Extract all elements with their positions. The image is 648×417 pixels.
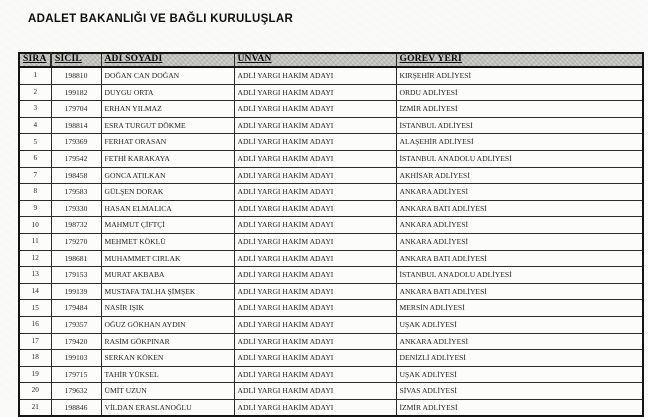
cell-sira: 4 — [19, 117, 51, 134]
cell-sicil: 198732 — [51, 217, 101, 234]
cell-gorev-yeri: İSTANBUL ADLİYESİ — [396, 117, 643, 134]
cell-gorev-yeri: MERSİN ADLİYESİ — [396, 300, 643, 317]
cell-gorev-yeri: UŞAK ADLİYESİ — [396, 366, 643, 383]
cell-adi-soyadi: OĞUZ GÖKHAN AYDIN — [101, 316, 234, 333]
cell-unvan: ADLİ YARGI HAKİM ADAYI — [234, 134, 396, 151]
cell-sira: 19 — [19, 366, 51, 383]
cell-gorev-yeri: ANKARA ADLİYESİ — [396, 184, 643, 201]
cell-sira: 16 — [19, 316, 51, 333]
cell-adi-soyadi: TAHİR YÜKSEL — [101, 366, 234, 383]
cell-sicil: 198458 — [51, 167, 101, 184]
cell-adi-soyadi: DOĞAN CAN DOĞAN — [101, 67, 234, 84]
cell-sira: 13 — [19, 267, 51, 284]
cell-gorev-yeri: ALAŞEHİR ADLİYESİ — [396, 134, 643, 151]
cell-sira: 11 — [19, 233, 51, 250]
table-row — [19, 333, 643, 350]
table-row — [19, 350, 643, 367]
cell-adi-soyadi: ERHAN YILMAZ — [101, 101, 234, 118]
cell-adi-soyadi: RASİM GÖKPINAR — [101, 333, 234, 350]
cell-gorev-yeri: ANKARA ADLİYESİ — [396, 333, 643, 350]
document-title: ADALET BAKANLIĞI VE BAĞLI KURULUŞLAR — [28, 13, 294, 25]
cell-unvan: ADLİ YARGI HAKİM ADAYI — [234, 167, 396, 184]
cell-unvan: ADLİ YARGI HAKİM ADAYI — [234, 316, 396, 333]
cell-sicil: 179330 — [51, 200, 101, 217]
col-header-unvan: UNVAN — [234, 53, 396, 67]
cell-sicil: 199103 — [51, 350, 101, 367]
cell-unvan: ADLİ YARGI HAKİM ADAYI — [234, 67, 396, 84]
col-header-adi-soyadi: ADI SOYADI — [101, 53, 234, 67]
appointments-table — [18, 52, 644, 417]
cell-adi-soyadi: VİLDAN ERASLANOĞLU — [101, 399, 234, 416]
cell-sira: 12 — [19, 250, 51, 267]
cell-sicil: 198846 — [51, 399, 101, 416]
cell-unvan: ADLİ YARGI HAKİM ADAYI — [234, 117, 396, 134]
cell-sira: 6 — [19, 150, 51, 167]
cell-adi-soyadi: SERKAN KÖKEN — [101, 350, 234, 367]
table-row — [19, 267, 643, 284]
cell-gorev-yeri: ANKARA BATI ADLİYESİ — [396, 200, 643, 217]
cell-adi-soyadi: ESRA TURGUT DÖKME — [101, 117, 234, 134]
cell-sicil: 179270 — [51, 233, 101, 250]
cell-sicil: 179369 — [51, 134, 101, 151]
cell-adi-soyadi: MEHMET KÖKLÜ — [101, 233, 234, 250]
cell-adi-soyadi: ÜMİT UZUN — [101, 383, 234, 400]
table-row — [19, 316, 643, 333]
cell-sira: 9 — [19, 200, 51, 217]
table-row — [19, 250, 643, 267]
table-row — [19, 84, 643, 101]
cell-unvan: ADLİ YARGI HAKİM ADAYI — [234, 84, 396, 101]
table-row — [19, 184, 643, 201]
cell-sicil: 179583 — [51, 184, 101, 201]
col-header-sicil: SİCİL — [51, 53, 101, 67]
table-row — [19, 134, 643, 151]
cell-unvan: ADLİ YARGI HAKİM ADAYI — [234, 150, 396, 167]
table-row — [19, 167, 643, 184]
cell-unvan: ADLİ YARGI HAKİM ADAYI — [234, 300, 396, 317]
cell-unvan: ADLİ YARGI HAKİM ADAYI — [234, 233, 396, 250]
cell-gorev-yeri: DENİZLİ ADLİYESİ — [396, 350, 643, 367]
cell-sira: 21 — [19, 399, 51, 416]
table-row — [19, 366, 643, 383]
cell-adi-soyadi: NASİR IŞIK — [101, 300, 234, 317]
table-header-row — [19, 53, 643, 67]
cell-gorev-yeri: UŞAK ADLİYESİ — [396, 316, 643, 333]
cell-gorev-yeri: ANKARA BATI ADLİYESİ — [396, 283, 643, 300]
cell-adi-soyadi: FERHAT ORASAN — [101, 134, 234, 151]
cell-unvan: ADLİ YARGI HAKİM ADAYI — [234, 250, 396, 267]
cell-unvan: ADLİ YARGI HAKİM ADAYI — [234, 101, 396, 118]
cell-unvan: ADLİ YARGI HAKİM ADAYI — [234, 283, 396, 300]
cell-sicil: 179632 — [51, 383, 101, 400]
table-row — [19, 150, 643, 167]
cell-unvan: ADLİ YARGI HAKİM ADAYI — [234, 267, 396, 284]
cell-sicil: 198810 — [51, 67, 101, 84]
cell-gorev-yeri: İZMİR ADLİYESİ — [396, 399, 643, 416]
cell-gorev-yeri: SİVAS ADLİYESİ — [396, 383, 643, 400]
cell-adi-soyadi: MURAT AKBABA — [101, 267, 234, 284]
cell-sira: 2 — [19, 84, 51, 101]
cell-sicil: 179357 — [51, 316, 101, 333]
table-row — [19, 200, 643, 217]
cell-gorev-yeri: İSTANBUL ANADOLU ADLİYESİ — [396, 267, 643, 284]
cell-gorev-yeri: ANKARA ADLİYESİ — [396, 233, 643, 250]
table-row — [19, 117, 643, 134]
cell-unvan: ADLİ YARGI HAKİM ADAYI — [234, 217, 396, 234]
cell-sicil: 198814 — [51, 117, 101, 134]
cell-gorev-yeri: ANKARA BATI ADLİYESİ — [396, 250, 643, 267]
cell-gorev-yeri: İZMİR ADLİYESİ — [396, 101, 643, 118]
table-row — [19, 300, 643, 317]
cell-sira: 8 — [19, 184, 51, 201]
cell-sira: 15 — [19, 300, 51, 317]
cell-adi-soyadi: MUSTAFA TALHA ŞİMŞEK — [101, 283, 234, 300]
cell-sira: 7 — [19, 167, 51, 184]
cell-sicil: 179715 — [51, 366, 101, 383]
cell-unvan: ADLİ YARGI HAKİM ADAYI — [234, 350, 396, 367]
cell-sira: 1 — [19, 67, 51, 84]
table-row — [19, 217, 643, 234]
cell-gorev-yeri: ORDU ADLİYESİ — [396, 84, 643, 101]
cell-sira: 3 — [19, 101, 51, 118]
table-row — [19, 67, 643, 84]
cell-adi-soyadi: MUHAMMET CIRLAK — [101, 250, 234, 267]
cell-adi-soyadi: GÜLŞEN DORAK — [101, 184, 234, 201]
cell-adi-soyadi: FETHİ KARAKAYA — [101, 150, 234, 167]
col-header-gorev-yeri: GÖREV YERİ — [396, 53, 643, 67]
table-row — [19, 283, 643, 300]
cell-adi-soyadi: MAHMUT ÇİFTÇİ — [101, 217, 234, 234]
cell-unvan: ADLİ YARGI HAKİM ADAYI — [234, 399, 396, 416]
cell-adi-soyadi: HASAN ELMALICA — [101, 200, 234, 217]
cell-sicil: 198681 — [51, 250, 101, 267]
cell-gorev-yeri: ANKARA ADLİYESİ — [396, 217, 643, 234]
cell-unvan: ADLİ YARGI HAKİM ADAYI — [234, 333, 396, 350]
cell-sicil: 179484 — [51, 300, 101, 317]
cell-sicil: 179704 — [51, 101, 101, 118]
cell-gorev-yeri: İSTANBUL ANADOLU ADLİYESİ — [396, 150, 643, 167]
table-row — [19, 383, 643, 400]
table-row — [19, 101, 643, 118]
table-row — [19, 233, 643, 250]
cell-sira: 20 — [19, 383, 51, 400]
col-header-sira: SIRA — [19, 53, 51, 67]
cell-unvan: ADLİ YARGI HAKİM ADAYI — [234, 184, 396, 201]
cell-unvan: ADLİ YARGI HAKİM ADAYI — [234, 200, 396, 217]
cell-unvan: ADLİ YARGI HAKİM ADAYI — [234, 383, 396, 400]
cell-sicil: 199139 — [51, 283, 101, 300]
table-row — [19, 399, 643, 416]
cell-sira: 17 — [19, 333, 51, 350]
cell-sicil: 179153 — [51, 267, 101, 284]
cell-gorev-yeri: AKHİSAR ADLİYESİ — [396, 167, 643, 184]
cell-sicil: 199182 — [51, 84, 101, 101]
cell-gorev-yeri: KIRŞEHİR ADLİYESİ — [396, 67, 643, 84]
cell-sira: 10 — [19, 217, 51, 234]
cell-sicil: 179420 — [51, 333, 101, 350]
cell-sira: 5 — [19, 134, 51, 151]
cell-unvan: ADLİ YARGI HAKİM ADAYI — [234, 366, 396, 383]
cell-adi-soyadi: GONCA ATILKAN — [101, 167, 234, 184]
cell-sicil: 179542 — [51, 150, 101, 167]
cell-sira: 18 — [19, 350, 51, 367]
cell-adi-soyadi: DUYGU ORTA — [101, 84, 234, 101]
cell-sira: 14 — [19, 283, 51, 300]
